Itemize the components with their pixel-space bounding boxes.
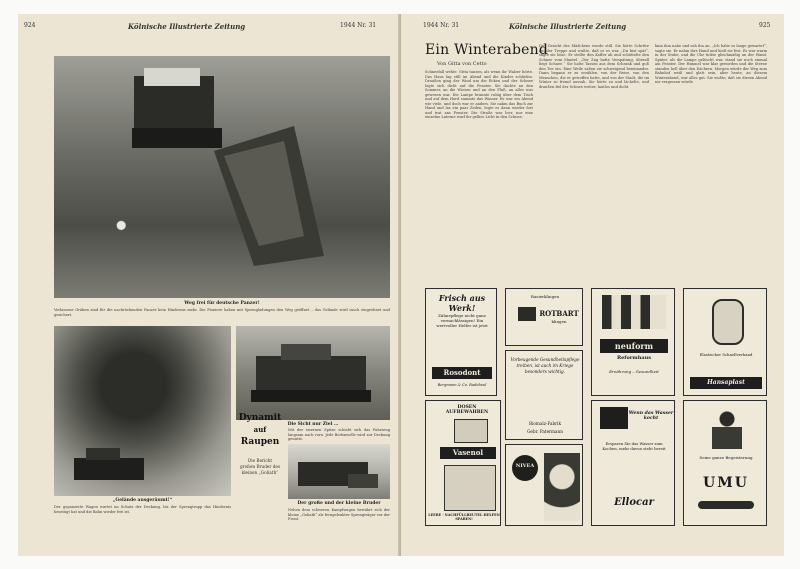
right-photo-title: Die Sicht nur Ziel …: [287, 422, 339, 427]
right-photo-caption: Mit der eisernen Spitze schiebt sich das Fahrzeug langsam nach vorn. Jede Bodenwelle wird zur Deckung genutzt.: [288, 428, 390, 442]
ad-biomalz-body: Vorbeugende Gesundheitspflege treiben, ist auch im Kriege besonders wichtig.: [510, 357, 580, 374]
ad-rosodont-sub: Bergmann & Co. Radebeul: [437, 383, 487, 387]
kettle-icon: [600, 407, 628, 429]
issue-date: 1944 Nr. 31: [423, 22, 460, 29]
top-photo-caption: Verlassene Gräben sind für die nachrückenden Panzer kein Hindernis mehr. Die Pioniere haben mit Sprengladungen den Weg geöffnet – das Gelände wird rasch eingeebnet und gesichert.: [54, 308, 390, 317]
ad-nivea-brand: NIVEA: [515, 463, 535, 469]
bandage-roll-icon: [712, 299, 744, 345]
tank-front-icon: [236, 326, 390, 420]
ad-neuform: [591, 288, 675, 396]
dynamit-headline: [234, 412, 286, 448]
goliath-photo: [288, 444, 390, 499]
ad-biomalz-brand: Biomalz-Fabrik: [528, 421, 562, 426]
dynamit-sub1: Die Bericht: [247, 458, 273, 463]
masthead: Kölnische Illustrierte Zeitung: [509, 22, 627, 31]
dynamit-sub3: kleinen „Goliath“: [241, 470, 279, 475]
bottles-icon: [602, 295, 666, 329]
left-photo-caption: Der gepanzerte Wagen wartet im Schutz der Deckung, bis der Sprengtrupp das Hindernis beseitigt hat und die Bahn wieder frei ist.: [54, 505, 231, 514]
ad-umu: [683, 400, 767, 526]
ad-rotbart-sub: klingen: [551, 319, 567, 324]
story-column-3: kam ihm nahe und sah ihn an. „Ich habe so lange gewartet“, sagte sie. Er nahm ihre Hand und hielt sie fest. Es war warm in der Stube, und die Uhr tickte gleichmäßig an der Wand. Später, als die Lampe gelöscht war, stand sie noch einmal am Fenster. Der Himmel war klar geworden und die Sterne standen hell über den Dächern. Morgen würde der Weg zum Bahnhof weiß und glatt sein, aber heute, an diesem Winterabend, war alles gut. Sie wußte, daß sie diesen Abend nie vergessen würde.: [655, 44, 767, 85]
issue-date: 1944 Nr. 31: [340, 22, 377, 29]
dynamit-line1: Dynamit: [238, 413, 282, 423]
left-page: [18, 14, 400, 556]
ad-neuform-brand: neuform: [600, 339, 668, 353]
left-photo-title: „Gelände ausgeräumt!“: [112, 498, 173, 503]
ad-rotbart-brand: ROTBART: [539, 309, 579, 318]
left-page-header: [18, 22, 400, 33]
ad-ellocar-top: Wenn das Wasser kocht: [628, 411, 674, 421]
ship-icon: [698, 501, 754, 509]
tank-silhouette-icon: [54, 56, 390, 298]
dynamit-subtext: [234, 458, 286, 476]
story-title: Ein Winterabend: [425, 42, 548, 58]
tank-advance-photo: [236, 326, 390, 420]
dynamit-line2: auf: [253, 425, 267, 434]
ad-ellocar-body: Ersparen Sie das Wasser zum Kochen, mehr davon steht bereit: [602, 441, 666, 451]
razor-blade-icon: [518, 307, 536, 321]
top-photo-title: Weg frei für deutsche Panzer!: [184, 301, 260, 306]
explosion-photo: [54, 326, 231, 496]
ad-umu-brand: UMU: [703, 475, 749, 491]
tank-small-icon: [54, 326, 231, 496]
ad-neuform-foot: Ernährung – Gesundheit: [609, 369, 659, 374]
story-byline: Von Gitta von Cetto: [437, 61, 487, 67]
woman-portrait-icon: [544, 453, 580, 521]
hand-icon: [454, 419, 488, 443]
ad-rotbart-top: Rasierklingen: [530, 294, 560, 299]
ad-rotbart: [505, 288, 583, 346]
ad-ellocar: [591, 400, 675, 526]
dynamit-line3: Raupen: [240, 437, 280, 447]
ad-rosodont: [425, 288, 497, 396]
ad-biomalz: [505, 350, 583, 440]
ad-neuform-sub: Reformhaus: [616, 355, 652, 361]
dynamit-sub2: großen Bruder des: [239, 464, 281, 469]
bottom-photo-title: Der große und der kleine Bruder: [297, 501, 381, 506]
page-number: 925: [759, 22, 771, 29]
product-tins-icon: [444, 465, 496, 511]
soldier-figure-icon: [712, 409, 742, 449]
ad-rosodont-brand: Rosodont: [432, 367, 492, 379]
goliath-vehicle-icon: [288, 444, 390, 499]
story-column-1: Schneefall wehte. Gitta tanzen, als wenn ihr Walzer hörte. Das Haus lag still im Abend und die Kinder schliefen. Draußen ging der Wind um die Ecken und der Schnee legte sich dicht auf die Fenster. Sie dachte an den Sommer, an die Wiesen und an den Fluß, an alles was gewesen war. Die Lampe brannte ruhig über dem Tisch und auf dem Herd summte das Wasser. Es war ein Abend wie viele, und doch war er anders. Sie nahm das Buch zur Hand und las ein paar Zeilen, legte es dann wieder fort und trat ans Fenster. Die Straße war leer, nur eine einzelne Laterne warf ihr gelbes Licht in den Schnee.: [425, 70, 533, 120]
ad-nivea: [505, 444, 583, 526]
ad-vasenol: [425, 400, 501, 526]
right-page: [401, 14, 784, 556]
ad-frisch-body: Zähnepflege nicht ganz vernachlässigen! Ein wertvoller Helfer ist jetzt: [436, 313, 488, 328]
story-column-2: Das Gesicht des Mädchens wurde still. Sie hörte Schritte auf der Treppe und wußte, daß er es war. „Du bist spät“, sagte sie leise. Er stellte den Koffer ab und schüttelte den Schnee vom Mantel. „Der Zug hatte Verspätung, überall liegt Schnee.“ Sie holte Tassen aus dem Schrank und goß den Tee ein. Eine Weile saßen sie schweigend beieinander. Dann begann er zu erzählen, von der Reise, von den Menschen, die er getroffen hatte, und von der Stadt, die im Winter so fremd aussah. Sie hörte zu und lächelte, und draußen fiel der Schnee weiter, lautlos und dicht.: [539, 44, 649, 89]
bottom-photo-caption: Neben dem schweren Kampfwagen bewährt sich der kleine „Goliath“ als ferngelenkter Sprengträger vor der Front.: [288, 508, 390, 522]
ad-hansaplast-body: Elastischer Schnellverband: [699, 352, 753, 357]
ad-frisch-title: Frisch aus Werk!: [438, 293, 486, 313]
ad-vasenol-side: DOSEN AUFBEWAHREN: [445, 405, 489, 415]
ad-hansaplast: [683, 288, 767, 396]
masthead: Kölnische Illustrierte Zeitung: [128, 22, 246, 31]
ad-vasenol-brand: Vasenol: [440, 447, 496, 459]
page-number: 924: [24, 22, 36, 29]
ad-ellocar-brand: Ellocar: [614, 497, 654, 508]
ad-vasenol-side2: LEERE · NACHFÜLLBEUTEL HELFEN SPAREN!: [428, 513, 500, 521]
ad-biomalz-sub: Gebr. Patermann: [527, 429, 563, 434]
top-photo-tank-field: [54, 56, 390, 298]
ad-hansaplast-brand: Hansaplast: [690, 377, 762, 389]
right-page-header: [401, 22, 784, 33]
ad-umu-body: Seine ganze Begeisterung: [699, 455, 753, 460]
